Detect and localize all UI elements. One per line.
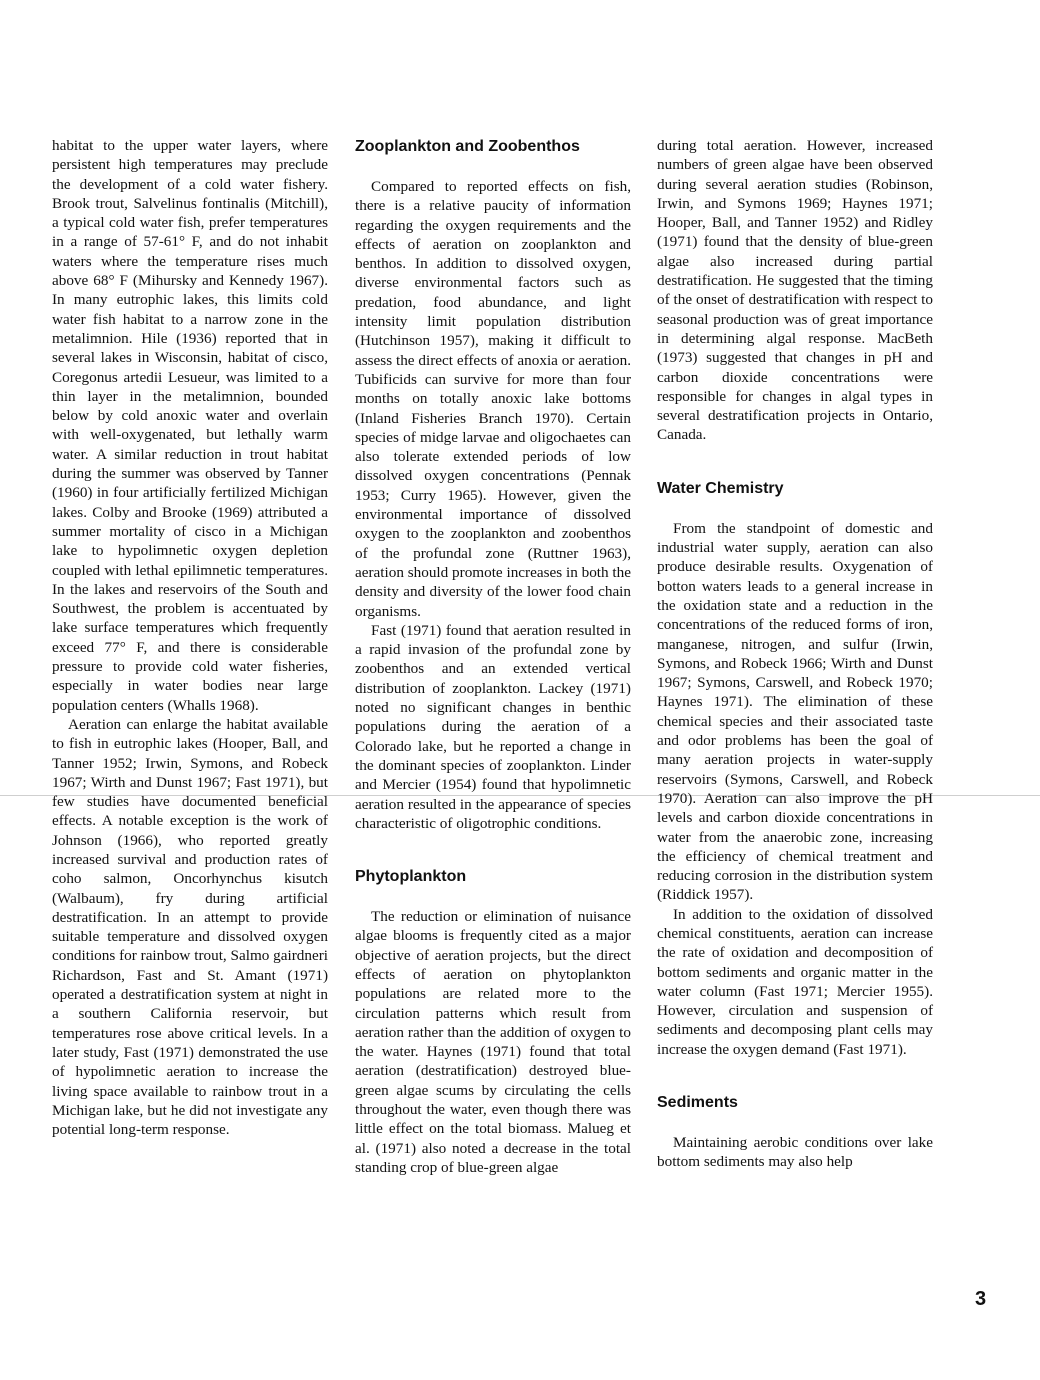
body-paragraph: Maintaining aerobic conditions over lake bottom sediments may also help [657, 1134, 933, 1171]
column-middle [355, 136, 631, 1177]
body-paragraph: In addition to the oxidation of dissolved chemical constituents, aeration can increase the rate of oxidation and decomposition of bottom sediments and organic matter in the water column (Fast 1971; Mercier 1955). However, circulation and suspension of sediments and decomposing plant cells may increase the oxygen demand (Fast 1971). [657, 905, 933, 1058]
body-paragraph: From the standpoint of domestic and industrial water supply, aeration can also produce desirable results. Oxygenation of botton waters leads to a general increase in the oxidation state and a reduction in the concentrations of the reduced forms of iron, manganese, nitrogen, and sulfur (Irwin, Symons, and Robeck 1966; Wirth and Dunst 1967; Symons, Carswell, and Robeck 1970; Haynes 1971). The elimination of these chemical species and their associated taste and odor problems has been the goal of many aeration projects in water-supply reservoirs (Symons, Carswell, and Robeck 1970). Aeration can also improve the pH levels and carbon dioxide concentrations in water from the anaerobic zone, increasing the efficiency of chemical treatment and reducing corrosion in the distribution system (Riddick 1957). [657, 519, 933, 904]
section-heading-phytoplankton: Phytoplankton [355, 868, 467, 886]
column-left [52, 136, 328, 1139]
body-paragraph: The reduction or elimination of nuisance algae blooms is frequently cited as a major objective of aeration projects, but the direct effects of aeration on phytoplankton populations are related more to the circulation patterns which result from aeration rather than the addition of oxygen to the water. Haynes (1971) found that total aeration (destratification) destroyed blue-green algae scums by circulating the cells throughout the water, even though there was little effect on the total biomass. Malueg et al. (1971) also noted a decrease in the total standing crop of blue-green algae [355, 908, 631, 1176]
column-right [657, 136, 933, 1172]
section-heading-sediments: Sediments [657, 1094, 738, 1112]
body-paragraph: Compared to reported effects on fish, there is a relative paucity of information regarding the oxygen requirements and the effects of aeration on zooplankton and benthos. In addition to dissolved oxygen, diverse environmental factors such as predation, food abundance, and light intensity limit population distribution (Hutchinson 1957), making it difficult to assess the direct effects of anoxia or aeration. Tubificids can survive for more than four months on totally anoxic lake bottoms (Inland Fisheries Branch 1970). Certain species of midge larvae and oligochaetes can also tolerate extended periods of low dissolved oxygen concentrations (Pennak 1953; Curry 1965). However, given the environmental importance of dissolved oxygen to the zooplankton and zoobenthos of the profundal zone (Ruttner 1963), aeration should promote increases in both the density and diversity of the lower food chain organisms. [355, 178, 631, 620]
page-number: 3 [975, 1288, 987, 1310]
body-paragraph: habitat to the upper water layers, where persistent high temperatures may preclude the development of a cold water fishery. Brook trout, Salvelinus fontinalis (Mitchill), a typical cold water fish, prefer temperatures in a range of 57-61° F, and do not inhabit waters where the temperature rises much above 68° F (Mihursky and Kennedy 1967). In many eutrophic lakes, this limits cold water fish habitat to a narrow zone in the metalimnion. Hile (1936) reported that in several lakes in Wisconsin, habitat of cisco, Coregonus artedii Lesueur, was limited to a thin layer in the metalimnion, bounded below by cold anoxic water and overlain with well-oxygenated, but lethally warm water. A similar reduction in trout habitat during the summer was observed by Tanner (1960) in four artificially fertilized Michigan lakes. Colby and Brooke (1969) attributed a summer mortality of cisco in a Michigan lake to hypolimnetic oxygen depletion coupled with lethal epilimnetic temperatures. In the lakes and reservoirs of the South and Southwest, the problem is accentuated by lake surface temperatures which frequently exceed 77° F, and there is considerable pressure to provide cold water fisheries, especially in water bodies near large population centers (Whalls 1968). [52, 137, 328, 714]
body-paragraph: Fast (1971) found that aeration resulted in a rapid invasion of the profundal zone by zoobenthos and an extended vertical distribution of zooplankton. Lackey (1971) noted no significant changes in benthic populations during the aeration of a Colorado lake, but he reported a change in the dominant species of zooplankton. Linder and Mercier (1954) found that hypolimnetic aeration resulted in the appearance of species characteristic of oligotrophic conditions. [355, 621, 631, 832]
section-heading-water-chemistry: Water Chemistry [657, 479, 784, 497]
body-paragraph: during total aeration. However, increased numbers of green algae have been observed during several aeration studies (Robinson, Irwin, and Symons 1969; Haynes 1971; Hooper, Ball, and Tanner 1952) and Ridley (1971) found that the density of blue-green algae also increased during partial destratification. He suggested that the timing of the onset of destratification with respect to seasonal production was of great importance in determining algal response. MacBeth (1973) suggested that changes in pH and carbon dioxide concentrations were responsible for changes in algal types in several destratification projects in Ontario, Canada. [657, 137, 933, 444]
body-paragraph: Aeration can enlarge the habitat available to fish in eutrophic lakes (Hooper, Ball, and Tanner 1952; Irwin, Symons, and Robeck 1967; Wirth and Dunst 1967; Fast 1971), but few studies have documented beneficial effects. A notable exception is the work of Johnson (1966), who reported greatly increased survival and production rates of coho salmon, Oncorhynchus kisutch (Walbaum), fry during artificial destratification. In an attempt to provide suitable temperature and dissolved oxygen conditions for rainbow trout, Salmo gairdneri Richardson, Fast and St. Amant (1971) operated a destratification system at night in a southern California reservoir, but temperatures rose above critical levels. In a later study, Fast (1971) demonstrated the use of hypolimnetic aeration to increase the living space available to rainbow trout in a Michigan lake, but he did not investigate any potential long-term response. [52, 715, 328, 1139]
section-heading-zooplankton: Zooplankton and Zoobenthos [355, 138, 580, 155]
